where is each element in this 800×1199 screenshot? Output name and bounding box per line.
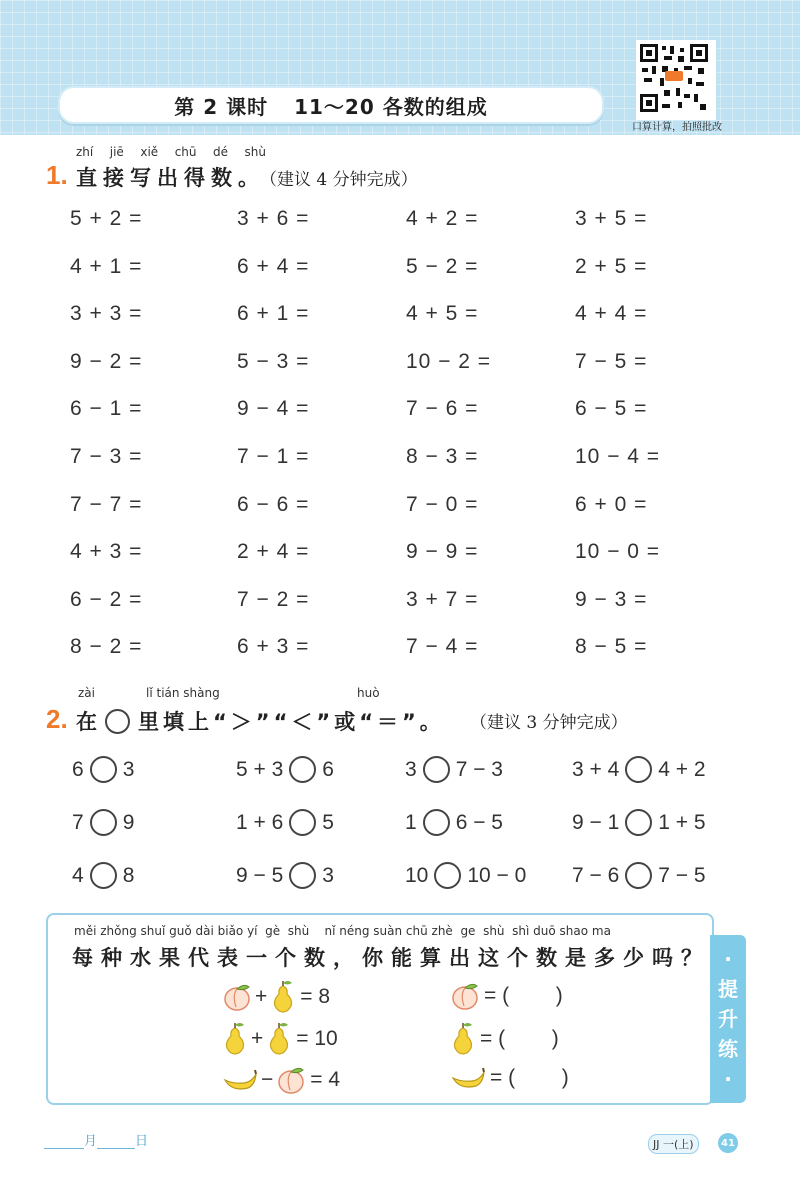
qr-caption: 口算计算，拍照批改 [632,122,722,133]
date-line [44,1130,148,1149]
side-tab-dot: · [724,1067,732,1091]
answer-blank[interactable]: = ( ) [484,984,563,1007]
lesson-topic: 11～20 各数的组成 [294,94,488,119]
side-tab-dot: · [724,947,732,971]
q1-problem: 3 + 5 = [575,207,648,230]
result: = 8 [300,985,331,1008]
result: = 4 [310,1068,341,1091]
q1-problem: 2 + 4 = [237,540,310,564]
q1-problem: 2 + 5 = [575,254,648,278]
q1-row [70,588,710,636]
q1-problem: 6 + 3 = [237,635,310,659]
qr-code[interactable] [636,40,716,120]
q1-problem: 10 − 0 = [575,540,661,564]
q1-row [70,207,710,255]
q1-problem: 9 − 4 = [237,397,310,421]
q1-problem: 7 − 4 = [406,635,479,659]
q1-problem: 9 − 3 = [575,587,648,611]
q1-row [70,445,710,493]
answer-blank[interactable]: = ( ) [480,1027,559,1050]
compare-right: 7 − 3 [455,757,503,781]
q2-pinyin-li-tian-shang: lǐ tián shàng [146,686,220,700]
pear-icon [270,980,296,1014]
q1-pinyin-0: zhí [76,145,94,159]
compare-left: 1 [405,810,417,834]
q1-problem: 10 − 4 = [575,444,661,468]
answer-circle[interactable] [90,862,117,889]
day-label: 日 [135,1134,149,1149]
compare-left: 1 + 6 [236,810,284,834]
answer-circle[interactable] [423,809,450,836]
q1-problem: 7 − 0 = [406,492,479,516]
q1-row [70,255,710,303]
q2-grid [72,756,732,915]
answer-circle[interactable] [625,809,652,836]
answer-circle[interactable] [90,809,117,836]
q1-problem: 6 + 1 = [237,302,310,326]
q1-row [70,635,710,683]
q1-row [70,302,710,350]
compare-item [572,809,706,836]
q2-text-before: 在 [76,710,101,734]
compare-right: 6 [322,757,334,781]
compare-item [405,809,503,836]
q1-problem: 8 − 2 = [70,635,143,659]
answer-circle[interactable] [90,756,117,783]
peach-icon [450,980,480,1012]
q1-row [70,493,710,541]
compare-left: 5 + 3 [236,757,284,781]
q1-problem: 3 + 6 = [237,207,310,230]
q1-time-note: （建议 4 分钟完成） [260,170,418,190]
compare-item [405,756,503,783]
q1-problem: 4 + 3 = [70,540,143,564]
q2-instruction [76,706,445,736]
q2-row [72,862,732,915]
q1-problem: 7 − 5 = [575,349,648,373]
month-label: 月 [84,1134,98,1149]
q1-pinyin-3: chū [174,145,197,159]
q2-row [72,809,732,862]
fruit-equation-3 [222,1064,340,1096]
compare-left: 3 [405,757,417,781]
compare-right: 1 + 5 [658,810,706,834]
compare-right: 7 − 5 [658,863,706,887]
q2-row [72,756,732,809]
compare-right: 5 [322,810,334,834]
q1-pinyin-5: shù [244,145,266,159]
compare-item [72,756,134,783]
compare-left: 10 [405,863,429,887]
lesson-title [58,86,604,124]
q1-problem: 7 − 1 = [237,444,310,468]
side-tab-char: 升 [718,1007,738,1031]
compare-left: 9 − 5 [236,863,284,887]
fruit-answer-peach [450,980,563,1012]
q1-problem: 10 − 2 = [406,349,492,373]
result: = 10 [296,1027,338,1050]
q1-problem: 4 + 5 = [406,302,479,326]
pear-icon [266,1022,292,1056]
day-blank[interactable] [97,1148,135,1149]
peach-icon [276,1064,306,1096]
compare-left: 3 + 4 [572,757,620,781]
q2-number: 2. [46,704,68,734]
compare-left: 4 [72,863,84,887]
extension-pinyin: měi zhǒng shuǐ guǒ dài biǎo yí gè shù nǐ néng suàn chū zhè ge shù shì duō shao ma [74,924,611,938]
compare-left: 7 [72,810,84,834]
q1-problem: 5 − 2 = [406,254,479,278]
q1-problem: 6 + 4 = [237,254,310,278]
blank-circle-icon [105,709,130,734]
compare-item [72,809,134,836]
peach-icon [222,981,252,1013]
q1-problem: 3 + 7 = [406,587,479,611]
q1-problem: 9 − 9 = [406,540,479,564]
q1-problem: 6 + 0 = [575,492,648,516]
q1-pinyin-2: xiě [140,145,159,159]
page-number: 41 [718,1133,738,1153]
compare-item [572,756,706,783]
q1-problem: 7 − 6 = [406,397,479,421]
answer-circle[interactable] [625,756,652,783]
q1-problem: 9 − 2 = [70,349,143,373]
compare-right: 4 + 2 [658,757,706,781]
compare-left: 6 [72,757,84,781]
q1-problem: 8 − 5 = [575,635,648,659]
q1-pinyin-1: jiē [109,145,124,159]
q2-pinyin-huo: huò [357,686,380,700]
compare-right: 6 − 5 [455,810,503,834]
q1-problem: 7 − 2 = [237,587,310,611]
q1-problem: 6 − 2 = [70,587,143,611]
q1-problem: 5 − 3 = [237,349,310,373]
banana-icon [450,1064,486,1092]
q1-problem: 6 − 5 = [575,397,648,421]
answer-circle[interactable] [423,756,450,783]
side-tab-char: 提 [718,977,738,1001]
q2-time-note: （建议 3 分钟完成） [470,713,628,733]
q1-pinyin [76,145,266,159]
q1-problem: 8 − 3 = [406,444,479,468]
answer-circle[interactable] [289,809,316,836]
q1-problem: 7 − 7 = [70,492,143,516]
q2-text-after: 里填上“＞”“＜”或“＝”。 [138,710,445,734]
q1-instruction: 直接写出得数。 [76,166,265,190]
q1-problem: 6 − 1 = [70,397,143,421]
operator: − [261,1068,274,1091]
compare-item [572,862,706,889]
answer-circle[interactable] [625,862,652,889]
answer-circle[interactable] [434,862,461,889]
extension-side-tab [710,935,746,1103]
pear-icon [450,1022,476,1056]
edition-tag: JJ 一(上) [648,1134,699,1154]
q1-number: 1. [46,160,68,190]
compare-item [72,862,134,889]
q1-pinyin-4: dé [213,145,229,159]
side-tab-char: 练 [718,1037,738,1061]
q1-problem: 4 + 1 = [70,254,143,278]
compare-item [405,862,526,889]
answer-circle[interactable] [289,862,316,889]
month-blank[interactable] [44,1148,84,1149]
compare-right: 10 − 0 [467,863,527,887]
compare-left: 7 − 6 [572,863,620,887]
extension-question: 每种水果代表一个数，你能算出这个数是多少吗？ [72,946,710,970]
q1-problem: 4 + 4 = [575,302,648,326]
q1-row [70,350,710,398]
q1-problem: 5 + 2 = [70,207,143,230]
q1-grid [70,207,710,683]
compare-item [236,862,334,889]
q2-pinyin-zai: zài [78,686,95,700]
compare-right: 3 [322,863,334,887]
lesson-number: 第 2 课时 [174,94,269,119]
fruit-answer-pear [450,1022,559,1056]
q1-problem: 7 − 3 = [70,444,143,468]
operator: + [255,985,268,1008]
banana-icon [222,1066,258,1094]
q1-row [70,397,710,445]
q1-problem: 6 − 6 = [237,492,310,516]
compare-right: 8 [122,863,135,887]
compare-right: 9 [122,810,135,834]
answer-circle[interactable] [289,756,316,783]
compare-left: 9 − 1 [572,810,620,834]
fruit-equation-2 [222,1022,338,1056]
compare-item [236,756,334,783]
fruit-equation-1 [222,980,330,1014]
compare-right: 3 [122,757,135,781]
operator: + [251,1027,264,1050]
compare-item [236,809,334,836]
q1-problem: 3 + 3 = [70,302,143,326]
q1-problem: 4 + 2 = [406,207,479,230]
pear-icon [222,1022,248,1056]
fruit-answer-banana [450,1064,569,1092]
answer-blank[interactable]: = ( ) [490,1066,569,1089]
q1-row [70,540,710,588]
